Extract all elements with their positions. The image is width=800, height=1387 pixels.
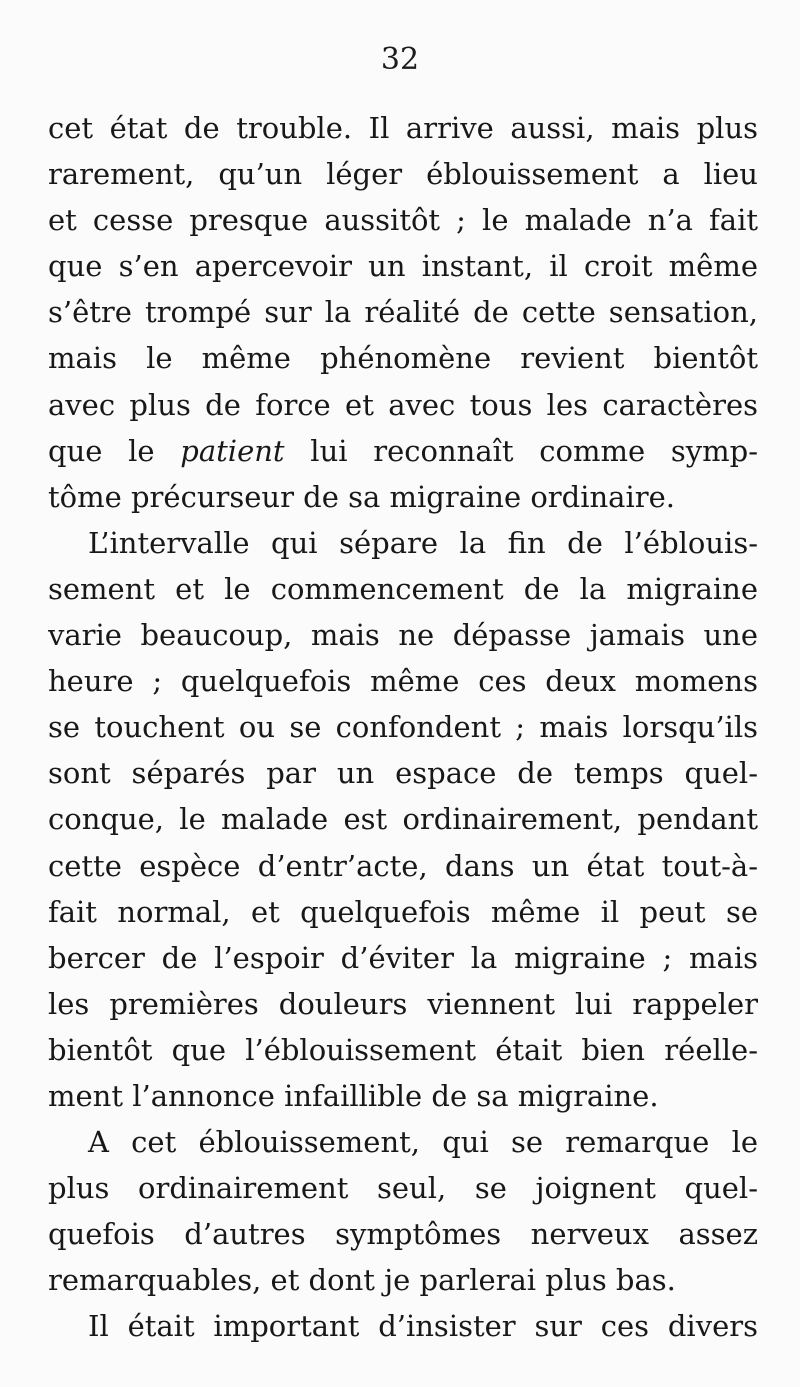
text-line: varie beaucoup, mais ne dépasse jamais une [48,618,758,653]
text-line: se touchent ou se confondent ; mais lorsqu’ils [48,710,758,745]
text-line: cette espèce d’entr’acte, dans un état tout-à- [48,848,758,883]
text-line: et cesse presque aussitôt ; le malade n’a fait [48,203,758,238]
italic-word: patient [180,433,285,468]
text-line: heure ; quelquefois même ces deux momens [48,664,758,699]
text-line: Il était important d’insister sur ces divers [88,1309,758,1344]
text-line: L’intervalle qui sépare la fin de l’éblouis- [88,525,758,560]
text-line: conque, le malade est ordinairement, pendant [48,802,758,837]
text-line [48,428,758,474]
text-line: les premières douleurs viennent lui rappeler [48,986,758,1021]
text-segment: que le [48,433,181,468]
text-segment: lui reconnaît comme symp- [284,433,758,468]
text-line: bientôt que l’éblouissement était bien réelle- [48,1032,758,1067]
text-line: remarquables, et dont je parlerai plus bas. [48,1263,676,1298]
text-line: plus ordinairement seul, se joignent quel- [48,1171,758,1206]
text-line: A cet éblouissement, qui se remarque le [88,1125,758,1160]
text-line: sont séparés par un espace de temps quel- [48,756,758,791]
body-text [48,105,758,1350]
text-line: cet état de trouble. Il arrive aussi, mais plus [48,111,758,145]
page-number: 32 [380,42,420,77]
text-line: tôme précurseur de sa migraine ordinaire. [48,479,675,514]
text-line: sement et le commencement de la migraine [48,571,758,606]
text-line: ment l’annonce infaillible de sa migraine. [48,1078,659,1113]
text-line: rarement, qu’un léger éblouissement a lieu [48,157,758,192]
text-line: que s’en apercevoir un instant, il croit même [48,249,758,284]
text-line: quefois d’autres symptômes nerveux assez [48,1217,758,1252]
text-line: s’être trompé sur la réalité de cette sensation, [48,295,758,330]
text-line: fait normal, et quelquefois même il peut se [48,894,758,929]
text-line: avec plus de force et avec tous les caractères [48,387,758,422]
text-line: mais le même phénomène revient bientôt [48,341,758,376]
text-line: bercer de l’espoir d’éviter la migraine ; mais [48,940,758,975]
